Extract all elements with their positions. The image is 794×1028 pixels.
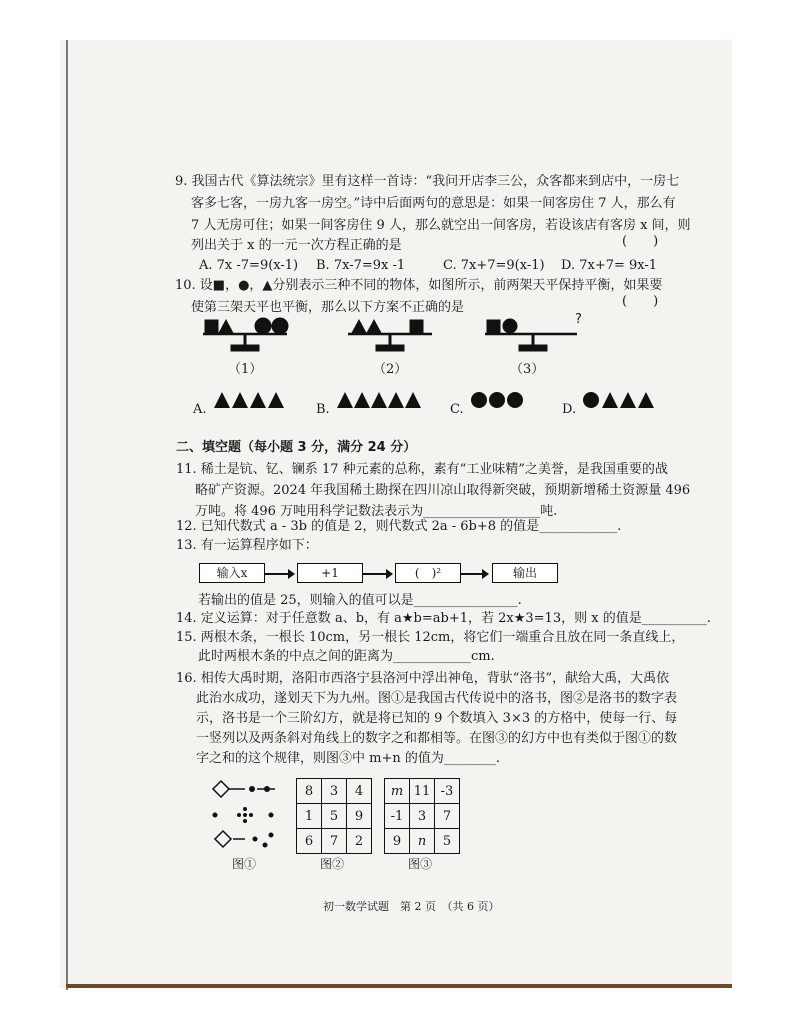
figure1-caption: 图① [232,857,257,871]
grid-cell: 9 [385,829,410,854]
grid-cell: 5 [322,804,347,829]
q13-line2: 若输出的值是 25，则输入的值可以是________________. [198,593,522,608]
square-shape [487,320,500,333]
grid-cell: n [410,829,435,854]
q10-option-c-shapes [470,390,534,410]
q13-text: 13. 有一运算程序如下： [176,538,318,553]
q16-line5: 字之和的这个规律，则图③中 m+n 的值为________. [196,751,500,766]
q10-answer-paren: ( ) [622,294,659,309]
grid-cell: 11 [410,779,435,804]
q10-option-a-shapes [214,390,286,410]
q9-line1: 9. 我国古代《算法统宗》里有这样一首诗：“我问开店李三公，众客都来到店中，一房七 [175,174,680,189]
triangle-shape [219,320,233,333]
q9-line2: 客多七客，一房九客一房空。”诗中后面两句的意思是：如果一间客房住 7 人，那么有 [191,196,676,211]
grid-cell: 7 [322,829,347,854]
figure3-caption: 图③ [408,857,433,871]
page-footer: 初一数学试题 第 2 页 （共 6 页） [323,900,500,913]
diamond-shape [215,831,231,847]
square-shape [410,320,423,333]
flow-square-box: ( )² [395,563,461,583]
q9-line3: 7 人无房可住；如果一间客房住 9 人，那么就空出一间客房，若设该店有客房 x 间，则 [191,218,691,233]
q9-option-d: D. 7x+7= 9x-1 [561,258,658,273]
balance-3 [485,319,577,351]
q10-option-b: B. [316,402,330,417]
q10-line1: 10. 设■，●，▲分别表示三种不同的物体，如图所示，前两架天平保持平衡，如果要 [175,278,663,293]
q11-line3: 万吨。将 496 万吨用科学记数法表示为__________________吨. [195,504,558,519]
luoshu-figure [205,775,283,853]
balance-2 [348,320,432,351]
q16-line4: 一竖列以及两条斜对角线上的数字之和都相等。在图③的幻方中也有类似于图①的数 [196,731,678,746]
q16-line1: 16. 相传大禹时期，洛阳市西洛宁县洛河中浮出神龟，背驮“洛书”，献给大禹，大禹依 [176,671,670,686]
triangle-shape [352,320,366,333]
q12-text: 12. 已知代数式 a - 3b 的值是 2，则代数式 2a - 6b+8 的值是____________. [176,519,622,534]
q16-line3: 示，洛书是一个三阶幻方，就是将已知的 9 个数填入 3×3 的方格中，使每一行、每 [196,711,678,726]
flow-arrow [363,573,391,575]
q10-line2: 使第三架天平也平衡，那么以下方案不正确的是 [191,300,465,315]
q9-answer-paren: ( ) [622,234,659,249]
grid-cell: 1 [297,804,322,829]
q11-line1: 11. 稀土是钪、钇、镧系 17 种元素的总称，素有“工业味精”之美誉，是我国重要的战 [176,462,668,477]
circle-shape [272,318,288,334]
q10-option-d: D. [562,402,577,417]
q10-option-a: A. [193,402,207,417]
figure2-caption: 图② [320,857,345,871]
q15-line1: 15. 两根木条，一根长 10cm，另一根长 12cm，将它们一端重合且放在同一条直线上， [176,630,685,645]
flow-input-box: 输入x [199,563,265,583]
q11-line2: 略矿产资源。2024 年我国稀土勘探在四川凉山取得新突破，预期新增稀土资源量 496 [195,483,691,498]
square-shape [205,320,218,333]
circle-shape [255,318,271,334]
flow-arrow [265,573,293,575]
grid-cell: 3 [322,779,347,804]
grid-cell: m [385,779,410,804]
q9-option-b: B. 7x-7=9x -1 [316,258,406,273]
triangle-shape [367,320,381,333]
grid-cell: 2 [347,829,372,854]
q9-option-c: C. 7x+7=9(x-1) [443,258,545,273]
balance-1 [203,318,288,351]
circle-shape [503,319,517,333]
q16-line2: 此治水成功，遂划天下为九州。图①是我国古代传说中的洛书，图②是洛书的数字表 [196,691,678,706]
diamond-shape [213,781,229,797]
section-title: 二、填空题（每小题 3 分，满分 24 分） [176,440,417,455]
flow-add-one-box: +1 [297,563,363,583]
q10-option-c: C. [450,402,464,417]
q9-line4: 列出关于 x 的一元一次方程正确的是 [191,238,402,253]
q14-text: 14. 定义运算：对于任意数 a、b，有 a★b=ab+1，若 2x★3=13，则 x 的值是__________. [176,611,711,626]
grid-cell: 7 [435,804,460,829]
q10-option-b-shapes [337,390,437,410]
grid-cell: 9 [347,804,372,829]
q9-option-a: A. 7x -7=9(x-1) [199,258,299,273]
q15-line2: 此时两根木条的中点之间的距离为____________cm. [198,649,495,664]
magic-square-2 [296,778,372,854]
q10-fig1-label: （1） [228,362,263,377]
magic-square-3 [384,778,460,854]
q10-question-mark: ? [575,312,582,327]
grid-cell: 8 [297,779,322,804]
flow-output-box: 输出 [492,563,558,583]
grid-cell: 4 [347,779,372,804]
grid-cell: 6 [297,829,322,854]
grid-cell: -1 [385,804,410,829]
grid-cell: 5 [435,829,460,854]
q10-option-d-shapes [582,388,658,410]
q10-fig2-label: （2） [373,362,408,377]
q10-fig3-label: （3） [510,362,545,377]
grid-cell: -3 [435,779,460,804]
flow-arrow [461,573,487,575]
grid-cell: 3 [410,804,435,829]
